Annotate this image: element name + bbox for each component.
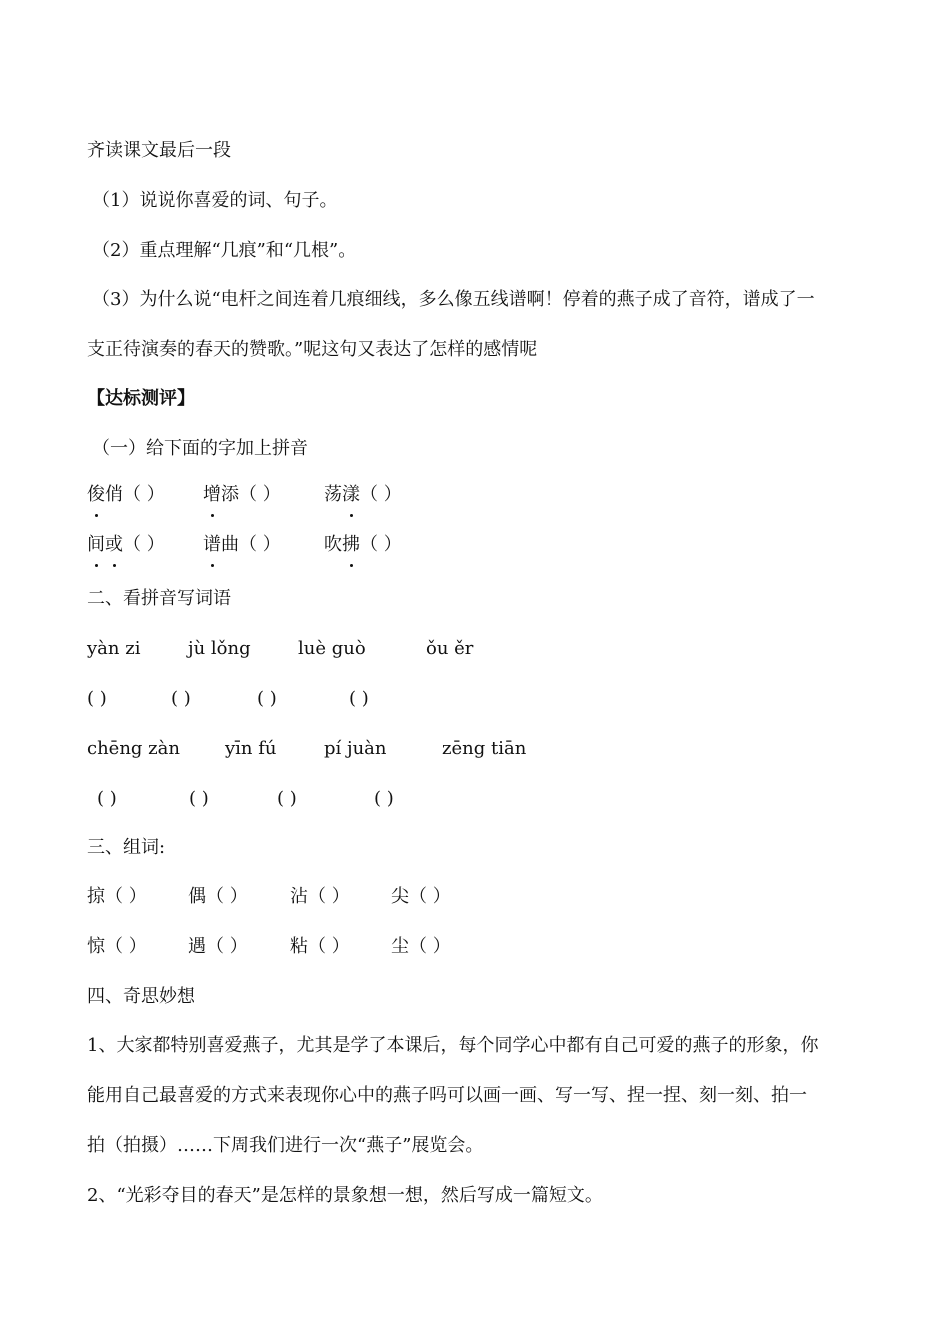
dotted-char: 增: [203, 480, 221, 510]
section-heading-assessment: 【达标测评】: [87, 388, 195, 409]
answer-blank: ( ): [277, 788, 297, 809]
answer-blank: （ ）: [239, 484, 281, 505]
word-jianhuo: [87, 530, 165, 560]
word-chuifu: 吹拂（ ）: [324, 530, 402, 560]
task-1-line-3: 拍（拍摄）……下周我们进行一次“燕子”展览会。: [87, 1135, 484, 1156]
zuci-item: 粘（ ）: [290, 936, 350, 957]
answer-blank: ( ): [97, 788, 117, 809]
dotted-char: 拂: [342, 530, 360, 560]
task-1-line-2: 能用自己最喜爱的方式来表现你心中的燕子吗可以画一画、写一写、捏一捏、刻一刻、拍一: [87, 1085, 807, 1106]
dotted-char: 俊: [87, 480, 105, 510]
pinyin-item: luè guò: [298, 638, 366, 659]
zuci-item: 掠（ ）: [87, 886, 147, 907]
question-3-line-1: （3）为什么说“电杆之间连着几痕细线，多么像五线谱啊！停着的燕子成了音符，谱成了一: [92, 289, 815, 310]
task-1-line-1: 1、大家都特别喜爱燕子，尤其是学了本课后，每个同学心中都有自己可爱的燕子的形象，你: [87, 1035, 819, 1056]
answer-blank: ( ): [87, 688, 107, 709]
pinyin-item: zēng tiān: [442, 738, 527, 759]
word-dangyang: 荡漾（ ）: [324, 480, 402, 510]
dotted-char: 间: [87, 530, 105, 560]
answer-blank: （ ）: [239, 534, 281, 555]
answer-blank: ( ): [171, 688, 191, 709]
answer-blank: （ ）: [123, 484, 165, 505]
dotted-char: 漾: [342, 480, 360, 510]
dotted-char: 或: [105, 530, 123, 560]
zuci-item: 遇（ ）: [188, 936, 248, 957]
zuci-item: 尖（ ）: [391, 886, 451, 907]
word-junqiao: 俊俏（ ）: [87, 480, 165, 510]
answer-blank: ( ): [374, 788, 394, 809]
answer-blank: ( ): [189, 788, 209, 809]
zuci-item: 惊（ ）: [87, 936, 147, 957]
pinyin-item: chēng zàn: [87, 738, 180, 759]
answer-blank: （ ）: [123, 534, 165, 555]
section-4-title: 四、奇思妙想: [87, 986, 195, 1007]
pinyin-item: pí juàn: [324, 738, 387, 759]
zuci-item: 偶（ ）: [188, 886, 248, 907]
word-puqu: 谱曲（ ）: [203, 530, 281, 560]
question-1: （1）说说你喜爱的词、句子。: [92, 190, 338, 211]
instruction-read-last: 齐读课文最后一段: [87, 140, 231, 161]
answer-blank: ( ): [257, 688, 277, 709]
pinyin-item: ǒu ěr: [426, 638, 474, 659]
answer-blank: ( ): [349, 688, 369, 709]
question-3-line-2: 支正待演奏的春天的赞歌。”呢这句又表达了怎样的感情呢: [87, 339, 538, 360]
word-zengtian: 增添（ ）: [203, 480, 281, 510]
pinyin-item: jù lǒng: [188, 638, 251, 659]
zuci-item: 沾（ ）: [290, 886, 350, 907]
question-2: （2）重点理解“几痕”和“几根”。: [92, 240, 357, 261]
task-2: 2、“光彩夺目的春天”是怎样的景象想一想，然后写成一篇短文。: [87, 1185, 603, 1206]
answer-blank: （ ）: [360, 484, 402, 505]
pinyin-item: yīn fú: [225, 738, 277, 759]
section-3-title: 三、组词:: [87, 837, 166, 858]
pinyin-item: yàn zi: [87, 638, 141, 659]
section-1-title: （一）给下面的字加上拼音: [92, 438, 308, 459]
section-2-title: 二、看拼音写词语: [87, 588, 231, 609]
dotted-char: 谱: [203, 530, 221, 560]
zuci-item: 尘（ ）: [391, 936, 451, 957]
answer-blank: （ ）: [360, 534, 402, 555]
